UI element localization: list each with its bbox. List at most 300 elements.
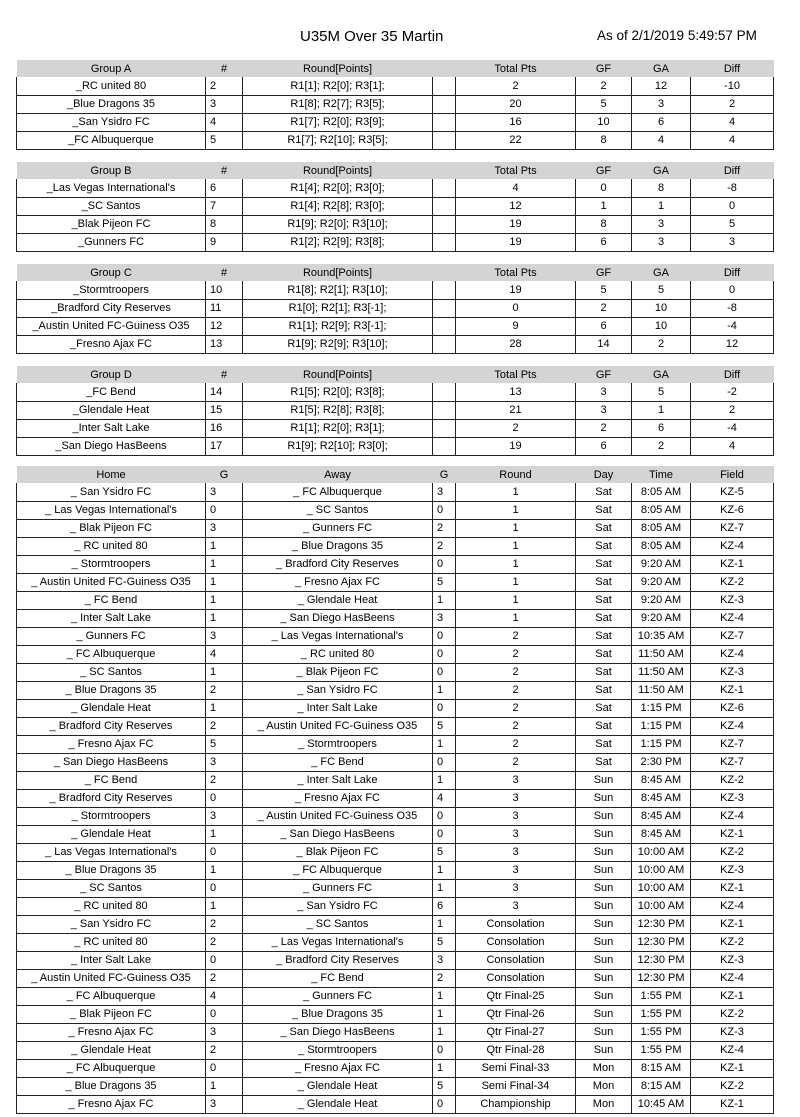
- table-cell: 3: [456, 843, 576, 861]
- table-cell: 2: [456, 77, 576, 95]
- table-cell: _ Las Vegas International's: [17, 501, 206, 519]
- table-cell: KZ-3: [691, 789, 774, 807]
- column-header: GA: [632, 60, 691, 77]
- table-cell: 2: [632, 335, 691, 353]
- table-row: [17, 789, 774, 807]
- table-cell: _ Las Vegas International's: [17, 843, 206, 861]
- table-cell: 0: [433, 825, 456, 843]
- table-cell: 16: [456, 113, 576, 131]
- table-cell: 1:55 PM: [632, 1005, 691, 1023]
- table-cell: 10: [206, 281, 243, 299]
- table-cell: 1: [206, 897, 243, 915]
- table-row: [17, 951, 774, 969]
- table-cell: KZ-1: [691, 879, 774, 897]
- table-cell: _ Bradford City Reserves: [17, 789, 206, 807]
- table-cell: _ RC united 80: [17, 933, 206, 951]
- table-row: [17, 609, 774, 627]
- table-cell: 3: [433, 483, 456, 501]
- table-row: [17, 537, 774, 555]
- table-cell: Sat: [576, 717, 632, 735]
- table-cell: 1: [576, 197, 632, 215]
- table-row: [17, 519, 774, 537]
- table-cell: 9:20 AM: [632, 591, 691, 609]
- table-cell: R1[8]; R2[7]; R3[5];: [243, 95, 433, 113]
- column-header: G: [433, 466, 456, 483]
- table-cell: KZ-4: [691, 1041, 774, 1059]
- table-cell: Sat: [576, 735, 632, 753]
- table-cell: 1: [433, 915, 456, 933]
- table-cell: 15: [206, 401, 243, 419]
- table-cell: 1: [433, 735, 456, 753]
- table-cell: 1: [456, 537, 576, 555]
- table-cell: 16: [206, 419, 243, 437]
- table-cell: _ FC Albuquerque: [17, 987, 206, 1005]
- table-row: [17, 77, 774, 95]
- table-cell: 12: [206, 317, 243, 335]
- table-cell: Sun: [576, 861, 632, 879]
- table-cell: _ Fresno Ajax FC: [17, 1095, 206, 1113]
- table-cell: 0: [206, 843, 243, 861]
- table-cell: _ Gunners FC: [243, 879, 433, 897]
- table-cell: _ FC Bend: [243, 753, 433, 771]
- table-cell: Sat: [576, 663, 632, 681]
- table-cell: _ San Ysidro FC: [243, 897, 433, 915]
- table-cell: _ Stormtroopers: [243, 1041, 433, 1059]
- table-cell: R1[5]; R2[8]; R3[8];: [243, 401, 433, 419]
- table-cell: 9:20 AM: [632, 609, 691, 627]
- table-cell: _ Blak Pijeon FC: [17, 519, 206, 537]
- column-header: [433, 264, 456, 281]
- table-cell: _FC Albuquerque: [17, 131, 206, 149]
- table-cell: 1: [433, 1059, 456, 1077]
- table-cell: 0: [433, 663, 456, 681]
- table-cell: 0: [691, 197, 774, 215]
- table-cell: Consolation: [456, 969, 576, 987]
- table-cell: 2: [456, 681, 576, 699]
- table-cell: Sat: [576, 555, 632, 573]
- table-cell: -4: [691, 419, 774, 437]
- table-cell: 2: [206, 77, 243, 95]
- table-cell: 5: [691, 215, 774, 233]
- table-cell: _ SC Santos: [17, 879, 206, 897]
- table-row: [17, 483, 774, 501]
- table-row: [17, 807, 774, 825]
- table-cell: _ FC Bend: [17, 771, 206, 789]
- column-header: Diff: [691, 60, 774, 77]
- table-cell: _Blak Pijeon FC: [17, 215, 206, 233]
- table-cell: 4: [206, 987, 243, 1005]
- table-cell: _SC Santos: [17, 197, 206, 215]
- table-cell: 3: [206, 483, 243, 501]
- table-cell: 3: [632, 215, 691, 233]
- table-cell: 3: [456, 807, 576, 825]
- table-cell: _ RC united 80: [17, 897, 206, 915]
- table-cell: 2: [206, 969, 243, 987]
- table-cell: 10:00 AM: [632, 861, 691, 879]
- table-cell: Sun: [576, 1023, 632, 1041]
- table-cell: 1: [206, 591, 243, 609]
- table-cell: _ Fresno Ajax FC: [243, 789, 433, 807]
- table-row: [17, 573, 774, 591]
- column-header: Home: [17, 466, 206, 483]
- table-cell: Sun: [576, 807, 632, 825]
- table-cell: Qtr Final-27: [456, 1023, 576, 1041]
- column-header: #: [206, 366, 243, 383]
- table-cell: KZ-3: [691, 861, 774, 879]
- table-cell: 3: [206, 95, 243, 113]
- table-cell: 20: [456, 95, 576, 113]
- table-cell: R1[1]; R2[9]; R3[-1];: [243, 317, 433, 335]
- table-cell: Sat: [576, 537, 632, 555]
- table-cell: 12:30 PM: [632, 933, 691, 951]
- table-cell: Sat: [576, 591, 632, 609]
- table-cell: 0: [206, 1059, 243, 1077]
- header-row: [17, 264, 774, 281]
- table-cell: -4: [691, 317, 774, 335]
- column-header: Group C: [17, 264, 206, 281]
- table-cell: 19: [456, 281, 576, 299]
- table-cell: 3: [456, 789, 576, 807]
- table-cell: 5: [206, 735, 243, 753]
- table-cell: 3: [206, 1095, 243, 1113]
- table-cell: 2: [206, 771, 243, 789]
- table-cell: 12:30 PM: [632, 969, 691, 987]
- table-cell: 8:15 AM: [632, 1059, 691, 1077]
- header-row: [17, 162, 774, 179]
- table-cell: 1: [433, 987, 456, 1005]
- table-cell: 5: [632, 281, 691, 299]
- group-table-c: [16, 264, 774, 354]
- table-cell: _San Diego HasBeens: [17, 437, 206, 455]
- table-cell: 1: [456, 573, 576, 591]
- table-cell: -8: [691, 179, 774, 197]
- column-header: Round[Points]: [243, 162, 433, 179]
- table-cell: KZ-7: [691, 519, 774, 537]
- table-cell: 5: [433, 573, 456, 591]
- table-cell: _ Blak Pijeon FC: [17, 1005, 206, 1023]
- table-cell: 11: [206, 299, 243, 317]
- table-cell: 0: [433, 1095, 456, 1113]
- table-cell: 10:00 AM: [632, 897, 691, 915]
- table-cell: Sun: [576, 789, 632, 807]
- table-cell: 2: [456, 753, 576, 771]
- table-cell: 1:55 PM: [632, 1023, 691, 1041]
- table-cell: 2: [433, 537, 456, 555]
- table-cell: _ Fresno Ajax FC: [243, 573, 433, 591]
- header-row: [17, 466, 774, 483]
- table-cell: 4: [433, 789, 456, 807]
- table-cell: 8: [206, 215, 243, 233]
- table-cell: 2: [576, 419, 632, 437]
- table-cell: _ RC united 80: [17, 537, 206, 555]
- table-cell: _ Stormtroopers: [17, 555, 206, 573]
- table-row: [17, 1095, 774, 1113]
- column-header: Diff: [691, 264, 774, 281]
- table-cell: KZ-4: [691, 897, 774, 915]
- table-cell: [433, 335, 456, 353]
- table-cell: [433, 401, 456, 419]
- table-cell: 6: [632, 419, 691, 437]
- table-cell: 1: [206, 699, 243, 717]
- table-row: [17, 843, 774, 861]
- table-cell: _ Inter Salt Lake: [17, 951, 206, 969]
- column-header: #: [206, 264, 243, 281]
- table-cell: 2: [456, 663, 576, 681]
- table-cell: KZ-1: [691, 825, 774, 843]
- table-cell: 4: [691, 437, 774, 455]
- table-cell: 0: [691, 281, 774, 299]
- table-cell: 12: [691, 335, 774, 353]
- table-cell: 14: [576, 335, 632, 353]
- table-row: [17, 735, 774, 753]
- table-cell: 6: [632, 113, 691, 131]
- table-cell: 19: [456, 215, 576, 233]
- table-cell: KZ-2: [691, 771, 774, 789]
- column-header: Group A: [17, 60, 206, 77]
- table-cell: 3: [456, 897, 576, 915]
- table-cell: Sat: [576, 753, 632, 771]
- table-cell: 1: [206, 825, 243, 843]
- table-cell: 2: [206, 915, 243, 933]
- table-cell: R1[9]; R2[0]; R3[10];: [243, 215, 433, 233]
- table-cell: 19: [456, 437, 576, 455]
- column-header: Away: [243, 466, 433, 483]
- table-row: [17, 113, 774, 131]
- table-cell: 9:20 AM: [632, 573, 691, 591]
- table-row: [17, 717, 774, 735]
- table-cell: 1:15 PM: [632, 717, 691, 735]
- table-cell: KZ-7: [691, 627, 774, 645]
- table-cell: KZ-1: [691, 915, 774, 933]
- table-cell: _ Gunners FC: [17, 627, 206, 645]
- table-cell: 2: [456, 645, 576, 663]
- table-cell: 2: [206, 717, 243, 735]
- table-cell: KZ-1: [691, 681, 774, 699]
- table-cell: _ Glendale Heat: [17, 699, 206, 717]
- table-row: [17, 383, 774, 401]
- table-cell: Qtr Final-25: [456, 987, 576, 1005]
- table-cell: 3: [206, 753, 243, 771]
- table-cell: 1: [632, 197, 691, 215]
- table-cell: _Inter Salt Lake: [17, 419, 206, 437]
- table-cell: 0: [433, 1041, 456, 1059]
- table-cell: 2: [206, 1041, 243, 1059]
- column-header: Round[Points]: [243, 366, 433, 383]
- table-cell: _Austin United FC-Guiness O35: [17, 317, 206, 335]
- table-cell: 8:15 AM: [632, 1077, 691, 1095]
- table-cell: _ SC Santos: [243, 915, 433, 933]
- table-cell: _ FC Albuquerque: [17, 645, 206, 663]
- table-cell: 0: [206, 951, 243, 969]
- table-cell: KZ-6: [691, 699, 774, 717]
- table-cell: [433, 419, 456, 437]
- table-row: [17, 1077, 774, 1095]
- table-cell: _ Fresno Ajax FC: [17, 735, 206, 753]
- column-header: Field: [691, 466, 774, 483]
- table-cell: 28: [456, 335, 576, 353]
- table-row: [17, 501, 774, 519]
- column-header: Time: [632, 466, 691, 483]
- table-row: [17, 335, 774, 353]
- table-cell: 13: [456, 383, 576, 401]
- table-cell: 4: [632, 131, 691, 149]
- table-cell: 0: [433, 807, 456, 825]
- table-cell: _ Gunners FC: [243, 987, 433, 1005]
- table-cell: R1[7]; R2[0]; R3[9];: [243, 113, 433, 131]
- table-cell: _Bradford City Reserves: [17, 299, 206, 317]
- table-cell: 0: [433, 627, 456, 645]
- table-cell: 1:15 PM: [632, 699, 691, 717]
- table-row: [17, 1041, 774, 1059]
- table-cell: 3: [433, 951, 456, 969]
- table-cell: _Blue Dragons 35: [17, 95, 206, 113]
- table-cell: _ San Diego HasBeens: [243, 609, 433, 627]
- table-cell: 10:45 AM: [632, 1095, 691, 1113]
- table-cell: 3: [456, 825, 576, 843]
- table-cell: Consolation: [456, 915, 576, 933]
- table-row: [17, 233, 774, 251]
- column-header: Round: [456, 466, 576, 483]
- column-header: GF: [576, 162, 632, 179]
- table-cell: R1[9]; R2[10]; R3[0];: [243, 437, 433, 455]
- table-cell: 1: [456, 501, 576, 519]
- table-cell: 2:30 PM: [632, 753, 691, 771]
- column-header: [433, 366, 456, 383]
- table-cell: 11:50 AM: [632, 681, 691, 699]
- table-cell: _ Gunners FC: [243, 519, 433, 537]
- table-cell: 1: [456, 609, 576, 627]
- table-cell: 5: [206, 131, 243, 149]
- table-row: [17, 131, 774, 149]
- table-cell: 3: [691, 233, 774, 251]
- column-header: Total Pts: [456, 60, 576, 77]
- table-cell: _ Las Vegas International's: [243, 627, 433, 645]
- table-row: [17, 753, 774, 771]
- table-cell: -10: [691, 77, 774, 95]
- column-header: GF: [576, 60, 632, 77]
- table-cell: KZ-5: [691, 483, 774, 501]
- table-cell: R1[9]; R2[9]; R3[10];: [243, 335, 433, 353]
- table-cell: 1:15 PM: [632, 735, 691, 753]
- table-cell: 0: [433, 645, 456, 663]
- table-cell: KZ-3: [691, 663, 774, 681]
- table-cell: Sun: [576, 987, 632, 1005]
- table-row: [17, 663, 774, 681]
- table-row: [17, 179, 774, 197]
- table-cell: [433, 233, 456, 251]
- table-cell: [433, 131, 456, 149]
- table-cell: 1: [433, 591, 456, 609]
- table-cell: _ San Diego HasBeens: [243, 1023, 433, 1041]
- table-cell: 3: [456, 861, 576, 879]
- table-cell: 12: [632, 77, 691, 95]
- table-cell: KZ-4: [691, 537, 774, 555]
- table-cell: _FC Bend: [17, 383, 206, 401]
- table-cell: [433, 179, 456, 197]
- column-header: Day: [576, 466, 632, 483]
- table-cell: Sun: [576, 951, 632, 969]
- table-cell: _ SC Santos: [17, 663, 206, 681]
- table-cell: 17: [206, 437, 243, 455]
- table-row: [17, 897, 774, 915]
- table-cell: 0: [433, 501, 456, 519]
- table-cell: _ San Ysidro FC: [17, 483, 206, 501]
- table-cell: 8:05 AM: [632, 483, 691, 501]
- table-cell: _ FC Albuquerque: [243, 483, 433, 501]
- column-header: Round[Points]: [243, 264, 433, 281]
- table-cell: 3: [632, 233, 691, 251]
- table-cell: 1:55 PM: [632, 1041, 691, 1059]
- table-cell: Sun: [576, 897, 632, 915]
- table-cell: 3: [456, 771, 576, 789]
- table-cell: [433, 77, 456, 95]
- table-cell: _ Austin United FC-Guiness O35: [17, 573, 206, 591]
- table-cell: [433, 197, 456, 215]
- table-cell: 5: [433, 933, 456, 951]
- table-cell: 22: [456, 131, 576, 149]
- table-cell: 1: [433, 771, 456, 789]
- table-cell: 9: [206, 233, 243, 251]
- table-cell: 8:45 AM: [632, 771, 691, 789]
- table-row: [17, 299, 774, 317]
- table-row: [17, 879, 774, 897]
- table-cell: 11:50 AM: [632, 663, 691, 681]
- table-cell: 7: [206, 197, 243, 215]
- table-cell: 3: [206, 627, 243, 645]
- table-cell: _ Glendale Heat: [243, 591, 433, 609]
- table-cell: 0: [456, 299, 576, 317]
- table-cell: 0: [206, 789, 243, 807]
- table-cell: 0: [206, 501, 243, 519]
- table-row: [17, 401, 774, 419]
- table-cell: R1[0]; R2[1]; R3[-1];: [243, 299, 433, 317]
- table-cell: KZ-3: [691, 591, 774, 609]
- column-header: Total Pts: [456, 162, 576, 179]
- table-cell: KZ-4: [691, 969, 774, 987]
- table-cell: 2: [456, 735, 576, 753]
- table-cell: [433, 95, 456, 113]
- table-cell: Sat: [576, 519, 632, 537]
- table-cell: 12:30 PM: [632, 915, 691, 933]
- table-cell: 1: [206, 555, 243, 573]
- table-cell: KZ-3: [691, 1023, 774, 1041]
- table-cell: 2: [632, 437, 691, 455]
- table-cell: Consolation: [456, 951, 576, 969]
- table-cell: _ Fresno Ajax FC: [243, 1059, 433, 1077]
- header-row: [17, 366, 774, 383]
- table-cell: 6: [576, 233, 632, 251]
- table-cell: 2: [576, 299, 632, 317]
- table-cell: 5: [433, 843, 456, 861]
- table-cell: Sun: [576, 771, 632, 789]
- table-cell: Mon: [576, 1077, 632, 1095]
- table-cell: _Stormtroopers: [17, 281, 206, 299]
- table-cell: 3: [576, 383, 632, 401]
- table-cell: _ Bradford City Reserves: [17, 717, 206, 735]
- table-cell: 5: [576, 281, 632, 299]
- table-cell: 1: [433, 1023, 456, 1041]
- table-cell: _ Glendale Heat: [17, 825, 206, 843]
- column-header: Diff: [691, 162, 774, 179]
- table-row: [17, 861, 774, 879]
- table-cell: 1:55 PM: [632, 987, 691, 1005]
- table-cell: 8:05 AM: [632, 537, 691, 555]
- table-cell: KZ-1: [691, 1059, 774, 1077]
- table-cell: 1: [206, 663, 243, 681]
- table-cell: 0: [206, 879, 243, 897]
- table-cell: _ SC Santos: [243, 501, 433, 519]
- table-cell: 19: [456, 233, 576, 251]
